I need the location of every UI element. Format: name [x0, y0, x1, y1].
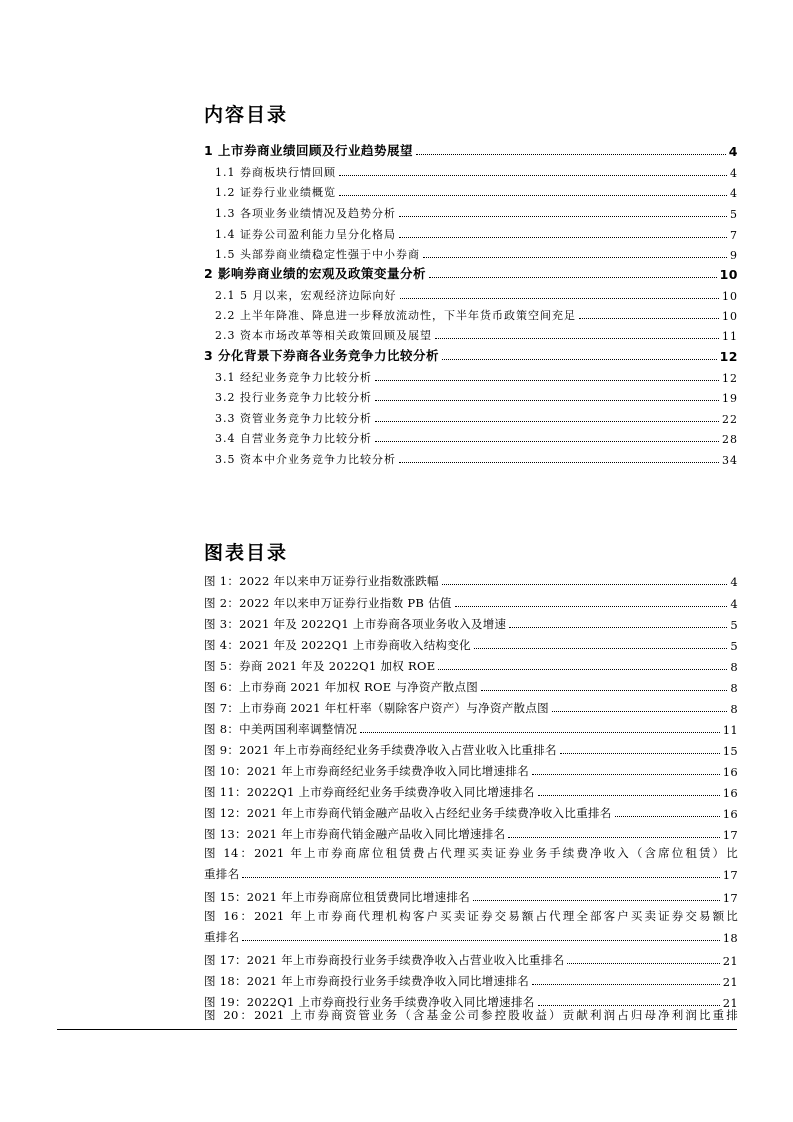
toc-entry-label: 1 上市券商业绩回顾及行业趋势展望 — [204, 143, 414, 158]
figure-entry-label: 图 10：2021 年上市券商经纪业务手续费净收入同比增速排名 — [204, 764, 530, 778]
figure-entry-label: 图 2：2022 年以来申万证券行业指数 PB 估值 — [204, 596, 452, 610]
figure-entry-page: 16 — [722, 786, 738, 800]
figure-entry-label: 图 18：2021 年上市券商投行业务手续费净收入同比增速排名 — [204, 974, 530, 988]
dot-leader — [375, 380, 719, 381]
toc-entry-page: 12 — [719, 349, 738, 364]
figure-entry-page: 5 — [730, 639, 738, 653]
dot-leader — [560, 753, 720, 754]
toc-entry[interactable] — [215, 162, 738, 180]
toc-entry-label: 1.2 证券行业业绩概览 — [215, 186, 336, 199]
toc-entry[interactable] — [215, 325, 738, 343]
figure-entry-page: 8 — [730, 702, 738, 716]
figure-entry[interactable] — [204, 635, 738, 653]
dot-leader — [429, 277, 717, 278]
dot-leader — [532, 984, 720, 985]
toc-entry-label: 1.3 各项业务业绩情况及趋势分析 — [215, 207, 396, 220]
dot-leader — [242, 940, 719, 941]
toc-entry-page: 19 — [722, 392, 738, 405]
figure-entry[interactable] — [204, 761, 738, 779]
toc-entry-page: 10 — [719, 267, 738, 282]
dot-leader — [399, 462, 719, 463]
figure-entry-label: 图 16：2021 年上市券商代理机构客户买卖证券交易额占代理全部客户买卖证券交易额比 — [204, 909, 738, 923]
toc-entry[interactable] — [215, 224, 738, 242]
toc-entry[interactable] — [204, 346, 738, 364]
toc-entry-label: 2.2 上半年降准、降息进一步释放流动性，下半年货币政策空间充足 — [215, 309, 576, 322]
dot-leader — [360, 732, 720, 733]
figure-entry-page: 16 — [722, 807, 738, 821]
toc-entry[interactable] — [215, 449, 738, 467]
figure-entry-page: 15 — [722, 744, 738, 758]
dot-leader — [339, 195, 727, 196]
figure-entry[interactable] — [204, 845, 738, 882]
toc-entry-page: 12 — [722, 372, 738, 385]
figure-entry-page: 5 — [730, 618, 738, 632]
figure-entry[interactable] — [204, 803, 738, 821]
figure-entry-label: 图 17：2021 年上市券商投行业务手续费净收入占营业收入比重排名 — [204, 953, 565, 967]
figure-entry-label: 图 3：2021 年及 2022Q1 上市券商各项业务收入及增速 — [204, 617, 507, 631]
dot-leader — [435, 338, 719, 339]
toc-entry[interactable] — [204, 264, 738, 282]
toc-entry[interactable] — [215, 408, 738, 426]
dot-leader — [455, 606, 728, 607]
figure-entry[interactable] — [204, 887, 738, 905]
toc-entry-page: 4 — [730, 187, 738, 200]
dot-leader — [579, 318, 719, 319]
toc-entry-page: 11 — [722, 330, 738, 343]
figure-entry-label: 图 15：2021 年上市券商席位租赁费同比增速排名 — [204, 890, 471, 904]
figure-entry-page: 21 — [722, 996, 738, 1010]
figure-entry-page: 4 — [730, 575, 738, 589]
toc-entry-page: 7 — [730, 229, 738, 242]
toc-entry-label: 3.5 资本中介业务竞争力比较分析 — [215, 453, 396, 466]
figure-entry-label: 图 7：上市券商 2021 年杠杆率（剔除客户资产）与净资产散点图 — [204, 701, 549, 715]
toc-entry-label: 2.3 资本市场改革等相关政策回顾及展望 — [215, 329, 432, 342]
toc-entry-label: 2.1 5 月以来，宏观经济边际向好 — [215, 289, 397, 302]
figure-entry[interactable] — [204, 971, 738, 989]
figure-entry-label: 图 8：中美两国利率调整情况 — [204, 722, 358, 736]
figure-entry-page: 18 — [722, 931, 738, 945]
figure-list-heading: 图表目录 — [204, 542, 289, 564]
figure-entry-page: 21 — [722, 954, 738, 968]
figure-entry[interactable] — [204, 698, 738, 716]
toc-entry-label: 1.5 头部券商业绩稳定性强于中小券商 — [215, 248, 420, 261]
toc-entry[interactable] — [215, 428, 738, 446]
dot-leader — [399, 237, 727, 238]
dot-leader — [538, 1005, 720, 1006]
figure-entry[interactable] — [204, 740, 738, 758]
figure-entry[interactable] — [204, 719, 738, 737]
dot-leader — [474, 648, 727, 649]
toc-entry-label: 1.1 券商板块行情回顾 — [215, 166, 336, 179]
footer-rule — [57, 1029, 737, 1030]
dot-leader — [567, 963, 719, 964]
dot-leader — [375, 400, 719, 401]
toc-entry-page: 22 — [722, 413, 738, 426]
figure-entry[interactable] — [204, 593, 738, 611]
figure-entry-label-continued: 重排名 — [204, 930, 240, 944]
figure-entry[interactable] — [204, 614, 738, 632]
figure-entry-label: 图 14：2021 年上市券商席位租赁费占代理买卖证券业务手续费净收入（含席位租赁）比 — [204, 846, 738, 860]
toc-entry-page: 28 — [722, 433, 738, 446]
dot-leader — [509, 627, 727, 628]
dot-leader — [508, 837, 719, 838]
dot-leader — [538, 795, 720, 796]
figure-entry-label: 图 6：上市券商 2021 年加权 ROE 与净资产散点图 — [204, 680, 479, 694]
toc-entry-page: 9 — [730, 249, 738, 262]
toc-entry-label: 3.4 自营业务竞争力比较分析 — [215, 432, 372, 445]
dot-leader — [473, 900, 720, 901]
dot-leader — [375, 441, 719, 442]
figure-entry-page: 16 — [722, 765, 738, 779]
figure-entry-page: 8 — [730, 681, 738, 695]
toc-entry-page: 10 — [722, 290, 738, 303]
toc-entry-label: 3.1 经纪业务竞争力比较分析 — [215, 371, 372, 384]
toc-entry[interactable] — [215, 285, 738, 303]
figure-entry[interactable] — [204, 782, 738, 800]
figure-entry-label: 图 12：2021 年上市券商代销金融产品收入占经纪业务手续费净收入比重排名 — [204, 806, 612, 820]
dot-leader — [481, 690, 727, 691]
figure-entry-label: 图 11：2022Q1 上市券商经纪业务手续费净收入同比增速排名 — [204, 785, 535, 799]
dot-leader — [400, 298, 720, 299]
figure-entry-label: 图 1：2022 年以来申万证券行业指数涨跌幅 — [204, 574, 439, 588]
figure-entry-page: 8 — [730, 660, 738, 674]
figure-entry-page: 21 — [722, 975, 738, 989]
toc-entry-page: 10 — [722, 310, 738, 323]
figure-entry-page: 17 — [722, 891, 738, 905]
dot-leader — [242, 877, 719, 878]
figure-entry[interactable] — [204, 571, 738, 589]
figure-entry-label: 图 19：2022Q1 上市券商投行业务手续费净收入同比增速排名 — [204, 995, 535, 1009]
dot-leader — [375, 421, 719, 422]
toc-entry[interactable] — [215, 244, 738, 262]
toc-heading: 内容目录 — [204, 104, 289, 126]
toc-entry-label: 3.2 投行业务竞争力比较分析 — [215, 391, 372, 404]
figure-entry[interactable] — [204, 950, 738, 968]
dot-leader — [416, 154, 726, 155]
figure-entry-label: 图 13：2021 年上市券商代销金融产品收入同比增速排名 — [204, 827, 506, 841]
toc-entry-label: 1.4 证券公司盈利能力呈分化格局 — [215, 228, 396, 241]
figure-entry-label: 图 9：2021 年上市券商经纪业务手续费净收入占营业收入比重排名 — [204, 743, 557, 757]
toc-entry-page: 4 — [730, 167, 738, 180]
dot-leader — [615, 816, 720, 817]
figure-entry-label-continued: 重排名 — [204, 867, 240, 881]
figure-entry[interactable] — [204, 656, 738, 674]
toc-entry[interactable] — [215, 367, 738, 385]
toc-entry-page: 4 — [728, 144, 738, 159]
toc-entry-page: 34 — [722, 454, 738, 467]
dot-leader — [438, 669, 727, 670]
dot-leader — [399, 216, 727, 217]
figure-entry-label: 图 4：2021 年及 2022Q1 上市券商收入结构变化 — [204, 638, 471, 652]
figure-entry[interactable] — [204, 908, 738, 945]
dot-leader — [339, 175, 727, 176]
toc-entry-page: 5 — [730, 208, 738, 221]
figure-entry-label[interactable]: 图 20：2021 上市券商资管业务（含基金公司参控股收益）贡献利润占归母净利润比重排 — [204, 1008, 738, 1022]
figure-entry[interactable] — [204, 677, 738, 695]
dot-leader — [423, 257, 727, 258]
figure-entry-page: 4 — [730, 597, 738, 611]
figure-entry-page: 11 — [722, 723, 738, 737]
figure-entry[interactable] — [204, 824, 738, 842]
toc-entry[interactable] — [215, 182, 738, 200]
dot-leader — [442, 359, 717, 360]
toc-entry[interactable] — [204, 141, 738, 159]
figure-entry-page: 17 — [722, 828, 738, 842]
figure-entry-page: 17 — [722, 868, 738, 882]
dot-leader — [552, 711, 727, 712]
toc-entry-label: 3.3 资管业务竞争力比较分析 — [215, 412, 372, 425]
toc-entry[interactable] — [215, 387, 738, 405]
figure-entry-label: 图 5：券商 2021 年及 2022Q1 加权 ROE — [204, 659, 436, 673]
dot-leader — [442, 584, 728, 585]
toc-entry[interactable] — [215, 203, 738, 221]
toc-entry[interactable] — [215, 305, 738, 323]
toc-entry-label: 2 影响券商业绩的宏观及政策变量分析 — [204, 266, 427, 281]
toc-entry-label: 3 分化背景下券商各业务竞争力比较分析 — [204, 348, 440, 363]
dot-leader — [532, 774, 720, 775]
